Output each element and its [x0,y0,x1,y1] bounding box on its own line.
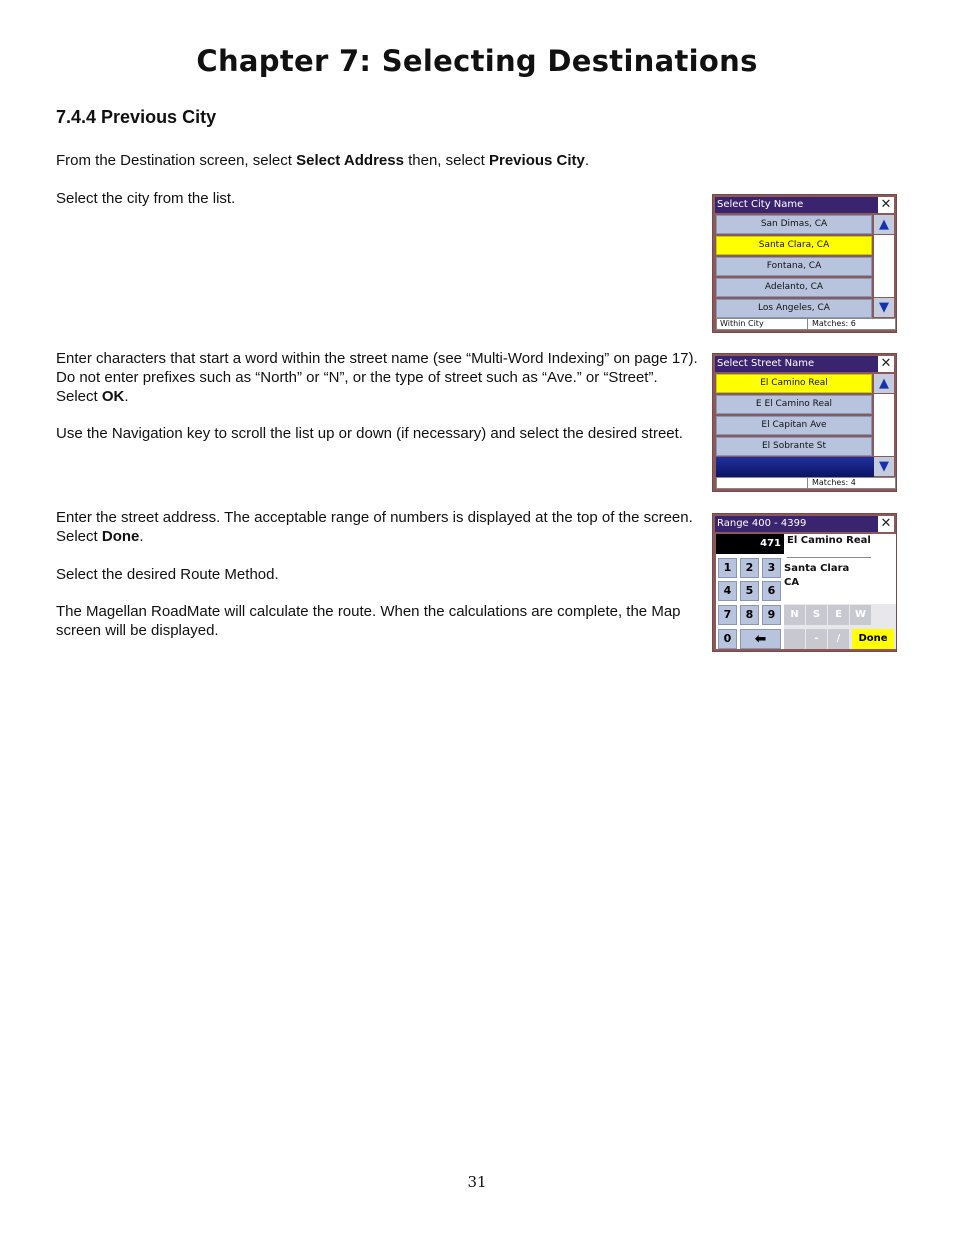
key-north[interactable]: N [784,605,805,625]
section-title: 7.4.4 Previous City [56,107,217,127]
street-list-item[interactable]: E El Camino Real [716,395,872,414]
screen-title: Select City Name [715,197,879,213]
scroll-down-arrow-icon[interactable]: ▼ [874,298,894,317]
chapter-title: Chapter 7: Selecting Destinations [196,44,758,78]
scroll-down-arrow-icon[interactable]: ▼ [874,457,894,476]
screen-title: Select Street Name [715,356,879,372]
close-icon[interactable]: ✕ [878,197,894,213]
state-name: CA [784,577,800,588]
street-list-item[interactable]: El Sobrante St [716,437,872,456]
house-number-field[interactable]: 471 [716,534,784,554]
city-list-item-selected[interactable]: Santa Clara, CA [716,236,872,255]
city-list-item[interactable]: Los Angeles, CA [716,299,872,318]
address-entry-screen [712,513,897,652]
key-4[interactable]: 4 [718,581,737,601]
key-7[interactable]: 7 [718,605,737,625]
key-9[interactable]: 9 [762,605,781,625]
close-icon[interactable]: ✕ [878,356,894,372]
street-name: El Camino Real [787,535,871,546]
city-list-item[interactable]: Fontana, CA [716,257,872,276]
key-3[interactable]: 3 [762,558,781,578]
status-filter[interactable]: Within City [720,319,764,328]
paragraph-select-city: Select the city from the list. [56,190,236,207]
key-6[interactable]: 6 [762,581,781,601]
address-info [784,534,896,604]
scroll-up-arrow-icon[interactable]: ▲ [874,215,894,234]
paragraph-route-method: Select the desired Route Method. [56,566,279,583]
paragraph-calculate-route: The Magellan RoadMate will calculate the route. When the calculations are complete, the Map screen will be displayed. [56,603,681,639]
select-street-screen [712,353,897,492]
paragraph-navigation-key: Use the Navigation key to scroll the list up or down (if necessary) and select the desired street. [56,425,683,442]
key-8[interactable]: 8 [740,605,759,625]
divider [787,557,871,558]
street-list-item-selected[interactable]: El Camino Real [716,374,872,393]
screen-title: Range 400 - 4399 [715,516,879,532]
key-slash[interactable]: / [828,629,849,649]
city-list-item[interactable]: San Dimas, CA [716,215,872,234]
paragraph-select-address: From the Destination screen, select Select Address then, select Previous City. [56,152,590,169]
scrollbar-track[interactable] [874,394,894,456]
key-5[interactable]: 5 [740,581,759,601]
key-dash[interactable]: - [806,629,827,649]
backspace-arrow-icon[interactable]: ⬅ [740,629,781,649]
matches-count: Matches: 6 [807,319,898,329]
scrollbar-track[interactable] [874,235,894,297]
status-bar [716,477,896,489]
key-west[interactable]: W [850,605,871,625]
key-1[interactable]: 1 [718,558,737,578]
city-list-item[interactable]: Adelanto, CA [716,278,872,297]
scroll-up-arrow-icon[interactable]: ▲ [874,374,894,393]
done-button[interactable]: Done [852,629,894,649]
key-blank[interactable] [784,629,805,649]
select-city-screen [712,194,897,333]
paragraph-enter-characters: Enter characters that start a word within the street name (see “Multi-Word Indexing” on page 17). Do not enter prefixes such as “North” or “N”, or the type of street such as “Ave.” or “Street”. Select OK. [56,350,698,405]
key-south[interactable]: S [806,605,827,625]
key-2[interactable]: 2 [740,558,759,578]
empty-list-area [716,457,874,478]
key-0[interactable]: 0 [718,629,737,649]
key-east[interactable]: E [828,605,849,625]
paragraph-street-address: Enter the street address. The acceptable range of numbers is displayed at the top of the screen. Select Done. [56,509,693,545]
close-icon[interactable]: ✕ [878,516,894,532]
street-list-item[interactable]: El Capitan Ave [716,416,872,435]
page-number: 31 [467,1173,487,1191]
city-name: Santa Clara [784,563,850,574]
matches-count: Matches: 4 [807,478,898,488]
status-bar [716,318,896,330]
